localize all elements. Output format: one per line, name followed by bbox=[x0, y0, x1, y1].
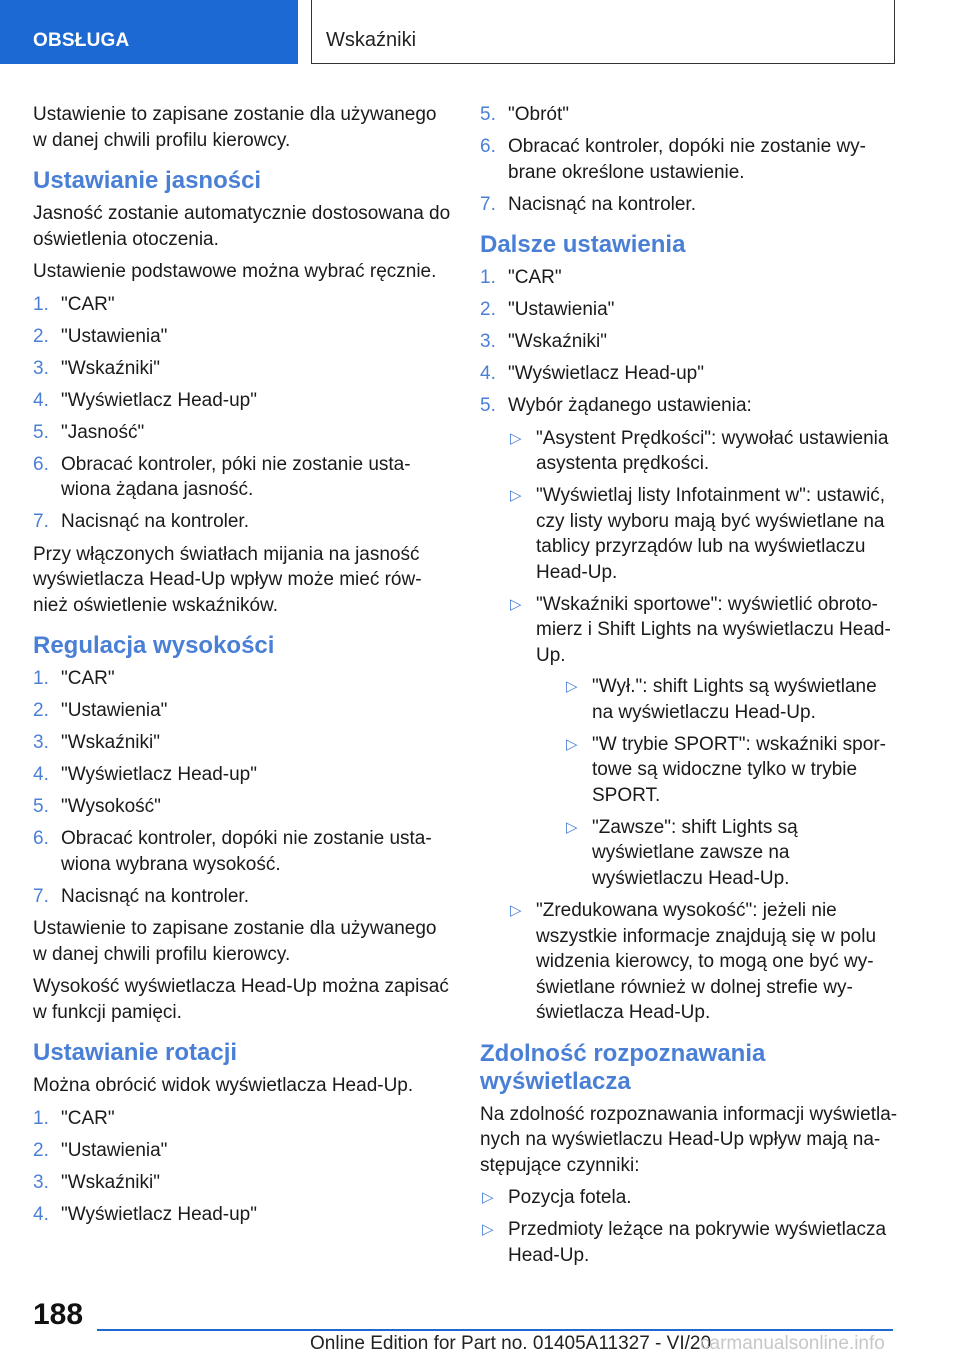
step-number: 2. bbox=[33, 1139, 49, 1161]
step-text: "Wskaźniki" bbox=[61, 732, 160, 753]
list-item bbox=[33, 509, 451, 535]
triangle-bullet-icon: ▷ bbox=[566, 735, 578, 753]
triangle-bullet-icon: ▷ bbox=[510, 487, 522, 504]
list-item: ▷ "Wył.": shift Lights są wyświetlane na wyświetlaczu Head-Up. bbox=[566, 676, 877, 723]
step-text: "Wyświetlacz Head-up" bbox=[61, 1203, 257, 1225]
triangle-bullet-icon: ▷ bbox=[510, 429, 522, 447]
left-column bbox=[33, 102, 451, 1234]
step-text: "CAR" bbox=[61, 293, 115, 315]
list-item bbox=[33, 388, 451, 414]
step-text: "Ustawienia" bbox=[61, 700, 168, 721]
paragraph: Wysokość wyświetlacza Head-Up można zapisać w funkcji pamięci. bbox=[33, 976, 449, 1023]
step-text: Obracać kontroler, dopóki nie zostanie usta‐wiona wybrana wysokość. bbox=[61, 828, 432, 875]
section-tab: OBSŁUGA bbox=[0, 0, 298, 64]
heading-brightness: Ustawianie jasności bbox=[33, 167, 262, 194]
footer-divider bbox=[97, 1329, 893, 1331]
page-number: 188 bbox=[33, 1298, 84, 1331]
triangle-bullet-icon: ▷ bbox=[482, 1189, 494, 1206]
step-text: Wybór żądanego ustawienia: bbox=[508, 395, 752, 416]
edition-note: Online Edition for Part no. 01405A11327 - VI/20 bbox=[310, 1333, 712, 1354]
step-number: 3. bbox=[480, 331, 496, 352]
list-item bbox=[480, 329, 898, 355]
step-number: 6. bbox=[480, 136, 496, 157]
list-item bbox=[480, 102, 898, 128]
step-number: 4. bbox=[33, 389, 49, 411]
steps-list bbox=[33, 1106, 451, 1228]
step-text: "Wyświetlacz Head-up" bbox=[508, 363, 704, 384]
step-number: 1. bbox=[480, 267, 496, 288]
triangle-bullet-icon: ▷ bbox=[482, 1221, 494, 1238]
step-number: 3. bbox=[33, 1171, 49, 1193]
step-text: "Jasność" bbox=[61, 421, 145, 443]
list-item bbox=[33, 698, 451, 724]
step-number: 5. bbox=[33, 421, 49, 443]
step-number: 6. bbox=[33, 828, 49, 849]
list-item bbox=[33, 666, 451, 692]
step-text: Nacisnąć na kontroler. bbox=[508, 193, 696, 215]
step-text: "Ustawienia" bbox=[61, 325, 168, 347]
step-number: 1. bbox=[33, 668, 49, 689]
step-number: 6. bbox=[33, 453, 49, 475]
step-text: "Ustawienia" bbox=[508, 299, 615, 320]
steps-list bbox=[33, 666, 451, 909]
list-item bbox=[480, 361, 898, 387]
heading-height: Regulacja wysokości bbox=[33, 632, 275, 659]
paragraph: Na zdolność rozpoznawania informacji wyświetla‐nych na wyświetlaczu Head-Up wpływ mają na‐stępujące czynniki: bbox=[480, 1103, 898, 1176]
list-item bbox=[33, 1138, 451, 1164]
steps-list bbox=[33, 292, 451, 535]
bullet-list bbox=[508, 426, 898, 1026]
list-item: ▷ Przedmioty leżące na pokrywie wyświetlacza Head-Up. bbox=[482, 1219, 887, 1266]
triangle-bullet-icon: ▷ bbox=[510, 595, 522, 613]
list-item bbox=[33, 1170, 451, 1196]
list-item bbox=[480, 134, 898, 185]
page-header bbox=[0, 0, 960, 66]
step-number: 2. bbox=[33, 700, 49, 721]
right-column bbox=[480, 102, 898, 1275]
heading-more-settings: Dalsze ustawienia bbox=[480, 231, 686, 258]
step-number: 1. bbox=[33, 1107, 49, 1129]
step-text: "Obrót" bbox=[508, 104, 570, 125]
list-item: ▷ Pozycja fotela. bbox=[480, 1185, 898, 1211]
paragraph: Ustawienie to zapisane zostanie dla używanego w danej chwili profilu kierowcy. bbox=[33, 918, 437, 965]
bullet-list bbox=[480, 1185, 898, 1268]
paragraph: Ustawienie podstawowe można wybrać ręcznie. bbox=[33, 261, 437, 282]
step-text: Nacisnąć na kontroler. bbox=[61, 885, 249, 907]
step-text: Obracać kontroler, póki nie zostanie usta‐wiona żądana jasność. bbox=[61, 453, 411, 500]
list-item bbox=[480, 393, 898, 419]
list-item bbox=[33, 1202, 451, 1228]
paragraph: Jasność zostanie automatycznie dostosowana do oświetlenia otoczenia. bbox=[33, 203, 451, 250]
step-number: 2. bbox=[33, 325, 49, 347]
list-item bbox=[480, 297, 898, 323]
heading-rotation: Ustawianie rotacji bbox=[33, 1039, 238, 1066]
list-item bbox=[33, 420, 451, 446]
watermark: carmanualsonline.info bbox=[700, 1333, 885, 1354]
triangle-bullet-icon: ▷ bbox=[566, 678, 578, 695]
step-number: 1. bbox=[33, 293, 49, 315]
step-text: "Ustawienia" bbox=[61, 1139, 168, 1161]
list-item bbox=[33, 826, 451, 877]
step-number: 4. bbox=[480, 363, 496, 384]
chapter-title: Wskaźniki bbox=[311, 0, 895, 64]
step-text: Nacisnąć na kontroler. bbox=[61, 511, 249, 532]
list-item bbox=[480, 265, 898, 291]
step-number: 4. bbox=[33, 1203, 49, 1225]
step-text: "Wysokość" bbox=[61, 796, 161, 817]
step-text: "Wyświetlacz Head-up" bbox=[61, 389, 257, 411]
paragraph: Można obrócić widok wyświetlacza Head-Up. bbox=[33, 1075, 414, 1096]
list-item bbox=[33, 452, 451, 503]
list-item: ▷ "Asystent Prędkości": wywołać ustawienia asystenta prędkości. bbox=[510, 427, 889, 474]
triangle-bullet-icon: ▷ bbox=[566, 818, 578, 836]
step-text: "CAR" bbox=[61, 668, 115, 689]
list-item: ▷ "W trybie SPORT": wskaźniki spor‐towe są widoczne tylko w trybie SPORT. bbox=[566, 733, 886, 806]
list-item bbox=[33, 292, 451, 318]
step-text: Obracać kontroler, dopóki nie zostanie wy‐brane określone ustawienie. bbox=[508, 136, 867, 183]
triangle-bullet-icon: ▷ bbox=[510, 902, 522, 919]
paragraph: Przy włączonych światłach mijania na jasność wyświetlacza Head-Up wpływ może mieć rów‐nież oświetlenie wskaźników. bbox=[33, 543, 422, 616]
intro-paragraph: Ustawienie to zapisane zostanie dla używanego w danej chwili profilu kierowcy. bbox=[33, 104, 437, 151]
list-item: ▷ "Wyświetlaj listy Infotainment w": ustawić, czy listy wyboru mają być wyświetlane na tablicy przyrządów lub na wyświetlaczu Head-Up. bbox=[510, 485, 886, 583]
step-text: "Wskaźniki" bbox=[61, 1171, 160, 1193]
step-number: 5. bbox=[33, 796, 49, 817]
list-item bbox=[33, 884, 451, 910]
list-item bbox=[33, 1106, 451, 1132]
list-item: ▷ "Zawsze": shift Lights są wyświetlane zawsze na wyświetlaczu Head-Up. bbox=[566, 816, 798, 889]
step-number: 3. bbox=[33, 357, 49, 379]
step-text: "Wyświetlacz Head-up" bbox=[61, 764, 257, 785]
list-item bbox=[480, 192, 898, 218]
bullet-list bbox=[564, 674, 898, 891]
step-number: 7. bbox=[33, 885, 49, 907]
step-text: "CAR" bbox=[508, 267, 562, 288]
step-number: 5. bbox=[480, 395, 496, 416]
list-item bbox=[33, 356, 451, 382]
step-number: 7. bbox=[33, 511, 49, 532]
step-number: 5. bbox=[480, 104, 496, 125]
steps-list bbox=[480, 102, 898, 217]
steps-list bbox=[480, 265, 898, 419]
list-item: ▷ "Zredukowana wysokość": jeżeli nie wszystkie informacje znajdują się w polu widzenia kierowcy, to mogą one być wy‐świetlane również w dolnej strefie wy‐świetlacza Head-Up. bbox=[510, 900, 877, 1023]
step-text: "Wskaźniki" bbox=[508, 331, 607, 352]
step-number: 4. bbox=[33, 764, 49, 785]
list-item bbox=[33, 762, 451, 788]
step-number: 3. bbox=[33, 732, 49, 753]
step-number: 7. bbox=[480, 193, 496, 215]
step-text: "Wskaźniki" bbox=[61, 357, 160, 379]
step-text: "CAR" bbox=[61, 1107, 115, 1129]
step-number: 2. bbox=[480, 299, 496, 320]
heading-legibility: Zdolność rozpoznawania wyświetlacza bbox=[480, 1039, 766, 1095]
list-item: ▷ "Wskaźniki sportowe": wyświetlić obroto‐mierz i Shift Lights na wyświetlaczu Head-Up. ▷ "Wył.": shift Lights są wyświetlane na wyświetlaczu Head-Up. ▷ "W trybie SPORT": wskaźniki spor‐towe są widoczne tylko w trybie SPORT. ▷ "Zawsze": shift Lights są wyświetlane zawsze na wyświetlaczu Head-Up. bbox=[508, 592, 898, 892]
list-item bbox=[33, 324, 451, 350]
list-item bbox=[33, 730, 451, 756]
list-item bbox=[33, 794, 451, 820]
